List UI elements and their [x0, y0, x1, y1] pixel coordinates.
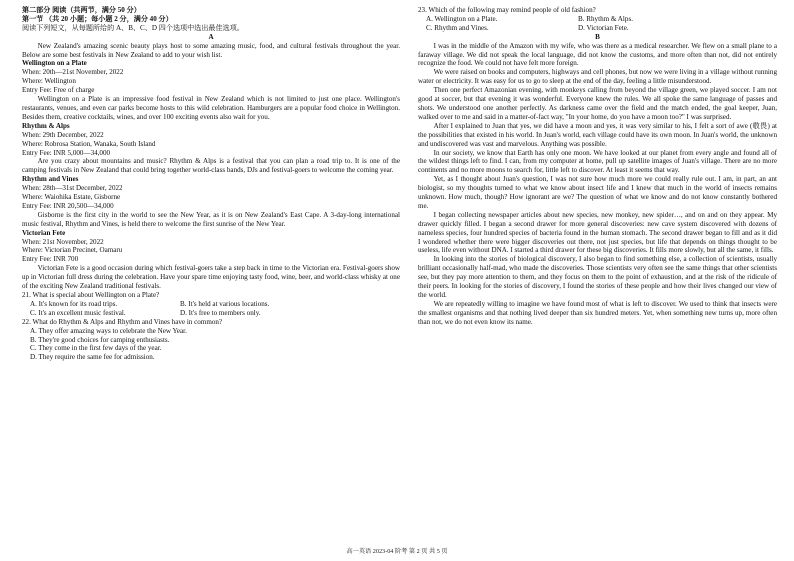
- festival-fee: Entry Fee: INR 700: [22, 255, 79, 264]
- passage-b-paragraph: Yet, as I thought about Juan's question, I was not sure how much more we could really rule out. I am, in part, an ant biologist, so my thoughts turned to what we know about insect life and I knew that much in the world of insects remains unknown. How much, though? How ignorant are we? The question of what we know and do not know constantly bothered me.: [418, 175, 777, 210]
- passage-b-paragraph: In looking into the stories of biological discovery, I also began to find something else, a collection of scientists, usually brilliant occasionally half-mad, who made the discoveries. Those scientists very often see the same things that other scientists see, but they pay more attention to them, and they focus on them to the point of exhaustion, and at the risk of the ridicule of their peers. In looking for the stories of discovery, I found the stories of these people and how their lives changed our view of the world.: [418, 255, 777, 299]
- festival-name: Victorian Fete: [22, 228, 66, 237]
- festival-where: Where: Wellington: [22, 77, 76, 86]
- festival-where: Where: Victorian Precinet, Oamaru: [22, 246, 123, 255]
- question-21: [22, 291, 400, 318]
- festival-when: When: 29th December, 2022: [22, 130, 104, 139]
- question-stem: 21. What is special about Wellington on a Plate?: [22, 291, 160, 299]
- question-23: [418, 6, 777, 33]
- right-column: [418, 6, 777, 541]
- option-b: B. It's held at various locations.: [180, 299, 270, 308]
- festival-desc: Gisborne is the first city in the world to see the New Year, as it is on New Zealand's East Cape. A 3-day-long international music festival, Rhythm and Vines, is held there to welcome the first sunrise of the New Year.: [22, 210, 400, 228]
- part-title: 第二部分 阅读（共两节，满分 50 分）: [22, 6, 141, 14]
- festival-where: Where: Waiohika Estate, Gisborne: [22, 193, 121, 202]
- option-a: A. Wellington on a Plate.: [426, 14, 498, 23]
- option-b: B. They're good choices for camping enthusiasts.: [30, 335, 170, 344]
- option-b: B. Rhythm & Alps.: [578, 14, 633, 23]
- page-footer: 高一英语 2023-04 阶考 第 2 页 共 5 页: [346, 548, 448, 556]
- option-a: A. They offer amazing ways to celebrate the New Year.: [30, 326, 187, 335]
- passage-b-paragraph: I began collecting newspaper articles about new species, new monkey, new spider…, and on and on they appear. My drawer quickly filled. I began a second drawer for more general discoveries: new cave system discovered with dozens of nameless species, four hundred species of bacteria found in the human stomach. The second drawer began to fill and as it did I wondered whether there were bigger discoveries out there, not just species, but life that depends on things thought to be useless, life even without DNA. I started a third drawer for these big discoveries. It fills more slowly, but all the same, it fills.: [418, 210, 777, 255]
- option-a: A. It's known for its road trips.: [30, 299, 118, 308]
- option-c: C. Rhythm and Vines.: [426, 23, 489, 32]
- option-d: D. They require the same fee for admission.: [30, 353, 155, 362]
- festival-fee: Entry Fee: Free of charge: [22, 86, 95, 95]
- festival-name: Rhythm and Vines: [22, 175, 79, 184]
- passage-a-letter: A: [208, 32, 214, 41]
- festival-desc: Are you crazy about mountains and music? Rhythm & Alps is a festival that you can plan a road trip to. It is one of the camping festivals in New Zealand that could bring together world-class bands, DJs and festival-goers to welcome the coming year.: [22, 157, 400, 175]
- festival-when: When: 21st November, 2022: [22, 237, 104, 246]
- passage-b-paragraph: After I explained to Juan that yes, we did have a moon and yes, it was very similar to his, I felt a sort of awe (敬畏) at the possibilities that existed in his world. In Juan's world, each village could have its own moon. In Juan's world, the unknown and undiscovered was vast and marvelous. Anything was possible.: [418, 121, 777, 148]
- passage-b-paragraph: We are repeatedly willing to imagine we have found most of what is left to discover. We used to think that insects were the smallest organisms and that nothing lived deeper than six hundred meters. Yet, when something new turns up, more often than not, we do not even know its name.: [418, 299, 777, 326]
- option-d: D. It's free to members only.: [180, 308, 261, 317]
- passage-b-letter: B: [595, 32, 600, 41]
- festival-entry: [22, 122, 400, 175]
- festival-name: Rhythm & Alps: [22, 121, 70, 130]
- festival-entry: [22, 59, 400, 121]
- section-title: 第一节 （共 20 小题；每小题 2 分，满分 40 分）: [22, 14, 173, 23]
- festival-where: Where: Robrosa Station, Wanaka, South Island: [22, 139, 156, 148]
- left-column: [22, 6, 400, 541]
- option-c: C. They come in the first few days of the year.: [30, 344, 162, 353]
- passage-b-paragraph: I was in the middle of the Amazon with my wife, who was there as a medical researcher. We flew on a small plane to a faraway village. We did not speak the local language, did not know the customs, and more often than not, did not entirely recognize the food. We could not have felt more foreign.: [418, 41, 777, 68]
- question-22: [22, 318, 400, 363]
- festival-fee: Entry Fee: INR 20,500—34,000: [22, 201, 114, 210]
- directions: 阅读下列短文，从每题所给的 A、B、C、D 四个选项中选出最佳选项。: [22, 23, 244, 32]
- passage-b-paragraph: We were raised on books and computers, highways and cell phones, but now we were living in a village without running water or electricity. It was easy for us to go to sleep at the end of the day, feeling a little misunderstood.: [418, 68, 777, 86]
- question-stem: 22. What do Rhythm & Alps and Rhythm and Vines have in common?: [22, 317, 223, 326]
- festival-entry: [22, 229, 400, 291]
- festival-desc: Victorian Fete is a good occasion during which festival-goers take a step back in time to the Victorian era. Festival-goers show up in Victorian full dress during the celebration. Have your spare time enjoying tasty food, wine, beer, and world-class whisky at one of the exciting New Zealand traditional festivals.: [22, 264, 400, 291]
- festival-entry: [22, 175, 400, 228]
- question-stem: 23. Which of the following may remind people of old fashion?: [418, 6, 596, 14]
- festival-when: When: 28th—31st December, 2022: [22, 184, 123, 193]
- passage-b-paragraph: Then one perfect Amazonian evening, with monkeys calling from beyond the village green, we played soccer. I am not good at soccer, but that evening it was wonderful. Everyone knew the rules. We all spoke the same language of passes and shots. We understood one another perfectly. As darkness came over the field and the match ended, the goal keeper, Juan, walked over to me and said in a matter-of-fact way, "In your home, do you have a moon too?" I was surprised.: [418, 86, 777, 121]
- festival-when: When: 20th—21st November, 2022: [22, 68, 124, 77]
- festival-name: Wellington on a Plate: [22, 59, 87, 68]
- passage-a-intro: New Zealand's amazing scenic beauty plays host to some amazing music, food, and cultural festivals throughout the year. Below are some best festivals in New Zealand to add to your wish list.: [22, 41, 400, 59]
- passage-b-paragraph: In our society, we know that Earth has only one moon. We have looked at our planet from every angle and found all of the wildest things left to find. I can, from my computer at home, pull up satellite images of Juan's village. There are no more continents and no more moons to search for, little left to discover. At least it seems that way.: [418, 148, 777, 175]
- option-c: C. It's an excellent music festival.: [30, 308, 126, 317]
- festival-desc: Wellington on a Plate is an impressive food festival in New Zealand which is not limited to just one place. Wellington's restaurants, venues, and even car parks become hosts to this wild celebration. Hamburgers are a popular food choice in Wellington. Besides them, creative cocktails, wines, and over 100 exciting events also wait for you.: [22, 95, 400, 121]
- festival-fee: Entry Fee: INR 5,000—34,000: [22, 148, 111, 157]
- option-d: D. Victorian Fete.: [578, 23, 629, 32]
